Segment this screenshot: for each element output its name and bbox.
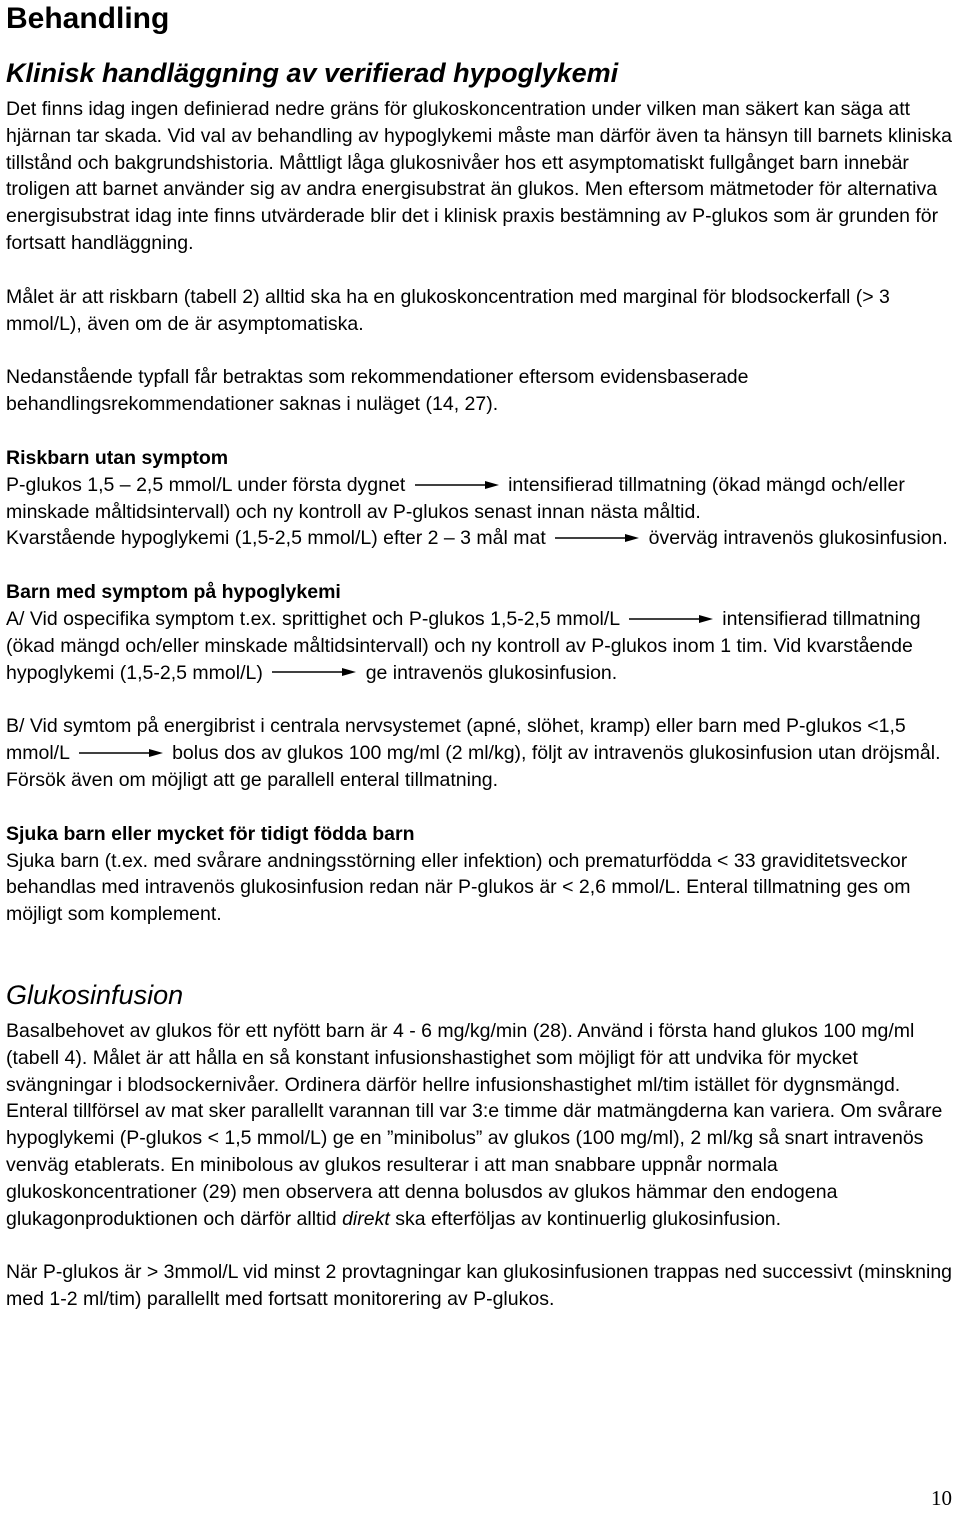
arrow-right-icon: [415, 480, 499, 490]
paragraph-riskbarn-b: [6, 525, 954, 552]
paragraph-malet: Målet är att riskbarn (tabell 2) alltid ska ha en glukoskoncentration med marginal för blodsockerfall (> 3 mmol/L), även om de är asymptomatiska.: [6, 285, 890, 335]
paragraph-symptom-b: [6, 713, 954, 793]
symptom-a-end: ge intravenös glukosinfusion.: [365, 661, 618, 684]
subheading-sjuka: Sjuka barn eller mycket för tidigt födda barn: [6, 822, 415, 845]
paragraph-sjuka: Sjuka barn (t.ex. med svårare andningsstörning eller infektion) och prematurfödda < 33 graviditetsveckor behandlas med intravenös glukosinfusion redan när P-glukos är < 2,6 mmol/L. Enteral tillmatning ges om möjligt som komplement.: [6, 849, 911, 926]
riskbarn-a-action: intensifierad tillmatning (ökad mängd och/eller minskade måltidsintervall) och ny kontroll av P-glukos senast innan nästa måltid.: [6, 473, 905, 523]
paragraph-riskbarn-a: [6, 472, 954, 526]
symptom-b-action: bolus dos av glukos 100 mg/ml (2 ml/kg), följt av intravenös glukosinfusion utan dröjsmål. Försök även om möjligt att ge parallell enteral tillmatning.: [6, 742, 941, 791]
glukos-p1-text: Basalbehovet av glukos för ett nyfött barn är 4 - 6 mg/kg/min (28). Använd i första hand glukos 100 mg/ml (tabell 4). Målet är att hålla en så konstant infusionshastighet som möjligt för att undvika för mycket svängningar i blodsockernivåer. Ordinera därför hellre infusionshastighet ml/tim istället för dygnsmängd. Enteral tillförsel av mat sker parallellt varannan till var 3:e timme där matmängderna kan variera. Om svårare hypoglykemi (P-glukos < 1,5 mmol/L) ge en ”minibolus” av glukos (100 mg/ml), 2 ml/kg så snart intravenös venväg etablerats. En minibolous av glukos resulterar i att man snabbare uppnår normala glukoskoncentrationer (29) men observera att denna bolusdos av glukos hämmar den endogena glukagonproduktionen och därför alltid: [6, 1019, 943, 1230]
subheading-symptom: Barn med symptom på hypoglykemi: [6, 581, 341, 604]
section-heading-glukosinfusion: Glukosinfusion: [6, 979, 184, 1010]
page-number: 10: [931, 1486, 952, 1510]
paragraph-glukos-2: När P-glukos är > 3mmol/L vid minst 2 provtagningar kan glukosinfusionen trappas ned successivt (minskning med 1-2 ml/tim) parallellt med fortsatt monitorering av P-glukos.: [6, 1261, 953, 1311]
riskbarn-b-action: överväg intravenös glukosinfusion.: [648, 527, 948, 550]
paragraph-intro: Det finns idag ingen definierad nedre gräns för glukoskoncentration under vilken man säkert kan säga att hjärnan tar skada. Vid val av behandling av hypoglykemi måste man därför även ta hänsyn till barnets kliniska tillstånd och bakgrundshistoria. Måttligt låga glukosnivåer hos ett asymptomatiskt fullgånget barn innebär troligen att barnet använder sig av andra energisubstrat än glukos. Men eftersom mätmetoder för alternativa energisubstrat idag inte finns utvärderade blir det i klinisk praxis bestämning av P-glukos som är grunden för fortsatt handläggning.: [6, 98, 952, 254]
glukos-p1-emphasis: direkt: [342, 1207, 390, 1230]
document-page: [6, 0, 954, 1313]
symptom-a-action: intensifierad tillmatning (ökad mängd och/eller minskade måltidsintervall) och ny kontroll av P-glukos inom 1 tim. Vid kvarstående hypoglykemi (1,5-2,5 mmol/L): [6, 607, 921, 684]
arrow-right-icon: [555, 533, 639, 543]
glukos-p1-end: ska efterföljas av kontinuerlig glukosinfusion.: [395, 1207, 782, 1230]
paragraph-nedanstaende: Nedanstående typfall får betraktas som rekommendationer eftersom evidensbaserade behandlingsrekommendationer saknas i nuläget (14, 27).: [6, 366, 749, 416]
riskbarn-a-condition: P-glukos 1,5 – 2,5 mmol/L under första dygnet: [6, 473, 406, 496]
paragraph-symptom-a: [6, 606, 954, 686]
page-title: Behandling: [6, 2, 170, 35]
section-heading-klinisk: Klinisk handläggning av verifierad hypoglykemi: [6, 58, 619, 88]
subheading-riskbarn: Riskbarn utan symptom: [6, 446, 229, 469]
symptom-b-condition: B/ Vid symtom på energibrist i centrala nervsystemet (apné, slöhet, kramp) eller barn med P-glukos <1,5 mmol/L: [6, 715, 906, 765]
arrow-right-icon: [629, 614, 713, 624]
arrow-right-icon: [272, 667, 356, 677]
symptom-a-condition: A/ Vid ospecifika symptom t.ex. sprittighet och P-glukos 1,5-2,5 mmol/L: [6, 607, 620, 630]
paragraph-glukos-1: [6, 1018, 954, 1232]
arrow-right-icon: [79, 748, 163, 758]
riskbarn-b-condition: Kvarstående hypoglykemi (1,5-2,5 mmol/L) efter 2 – 3 mål mat: [6, 527, 546, 550]
